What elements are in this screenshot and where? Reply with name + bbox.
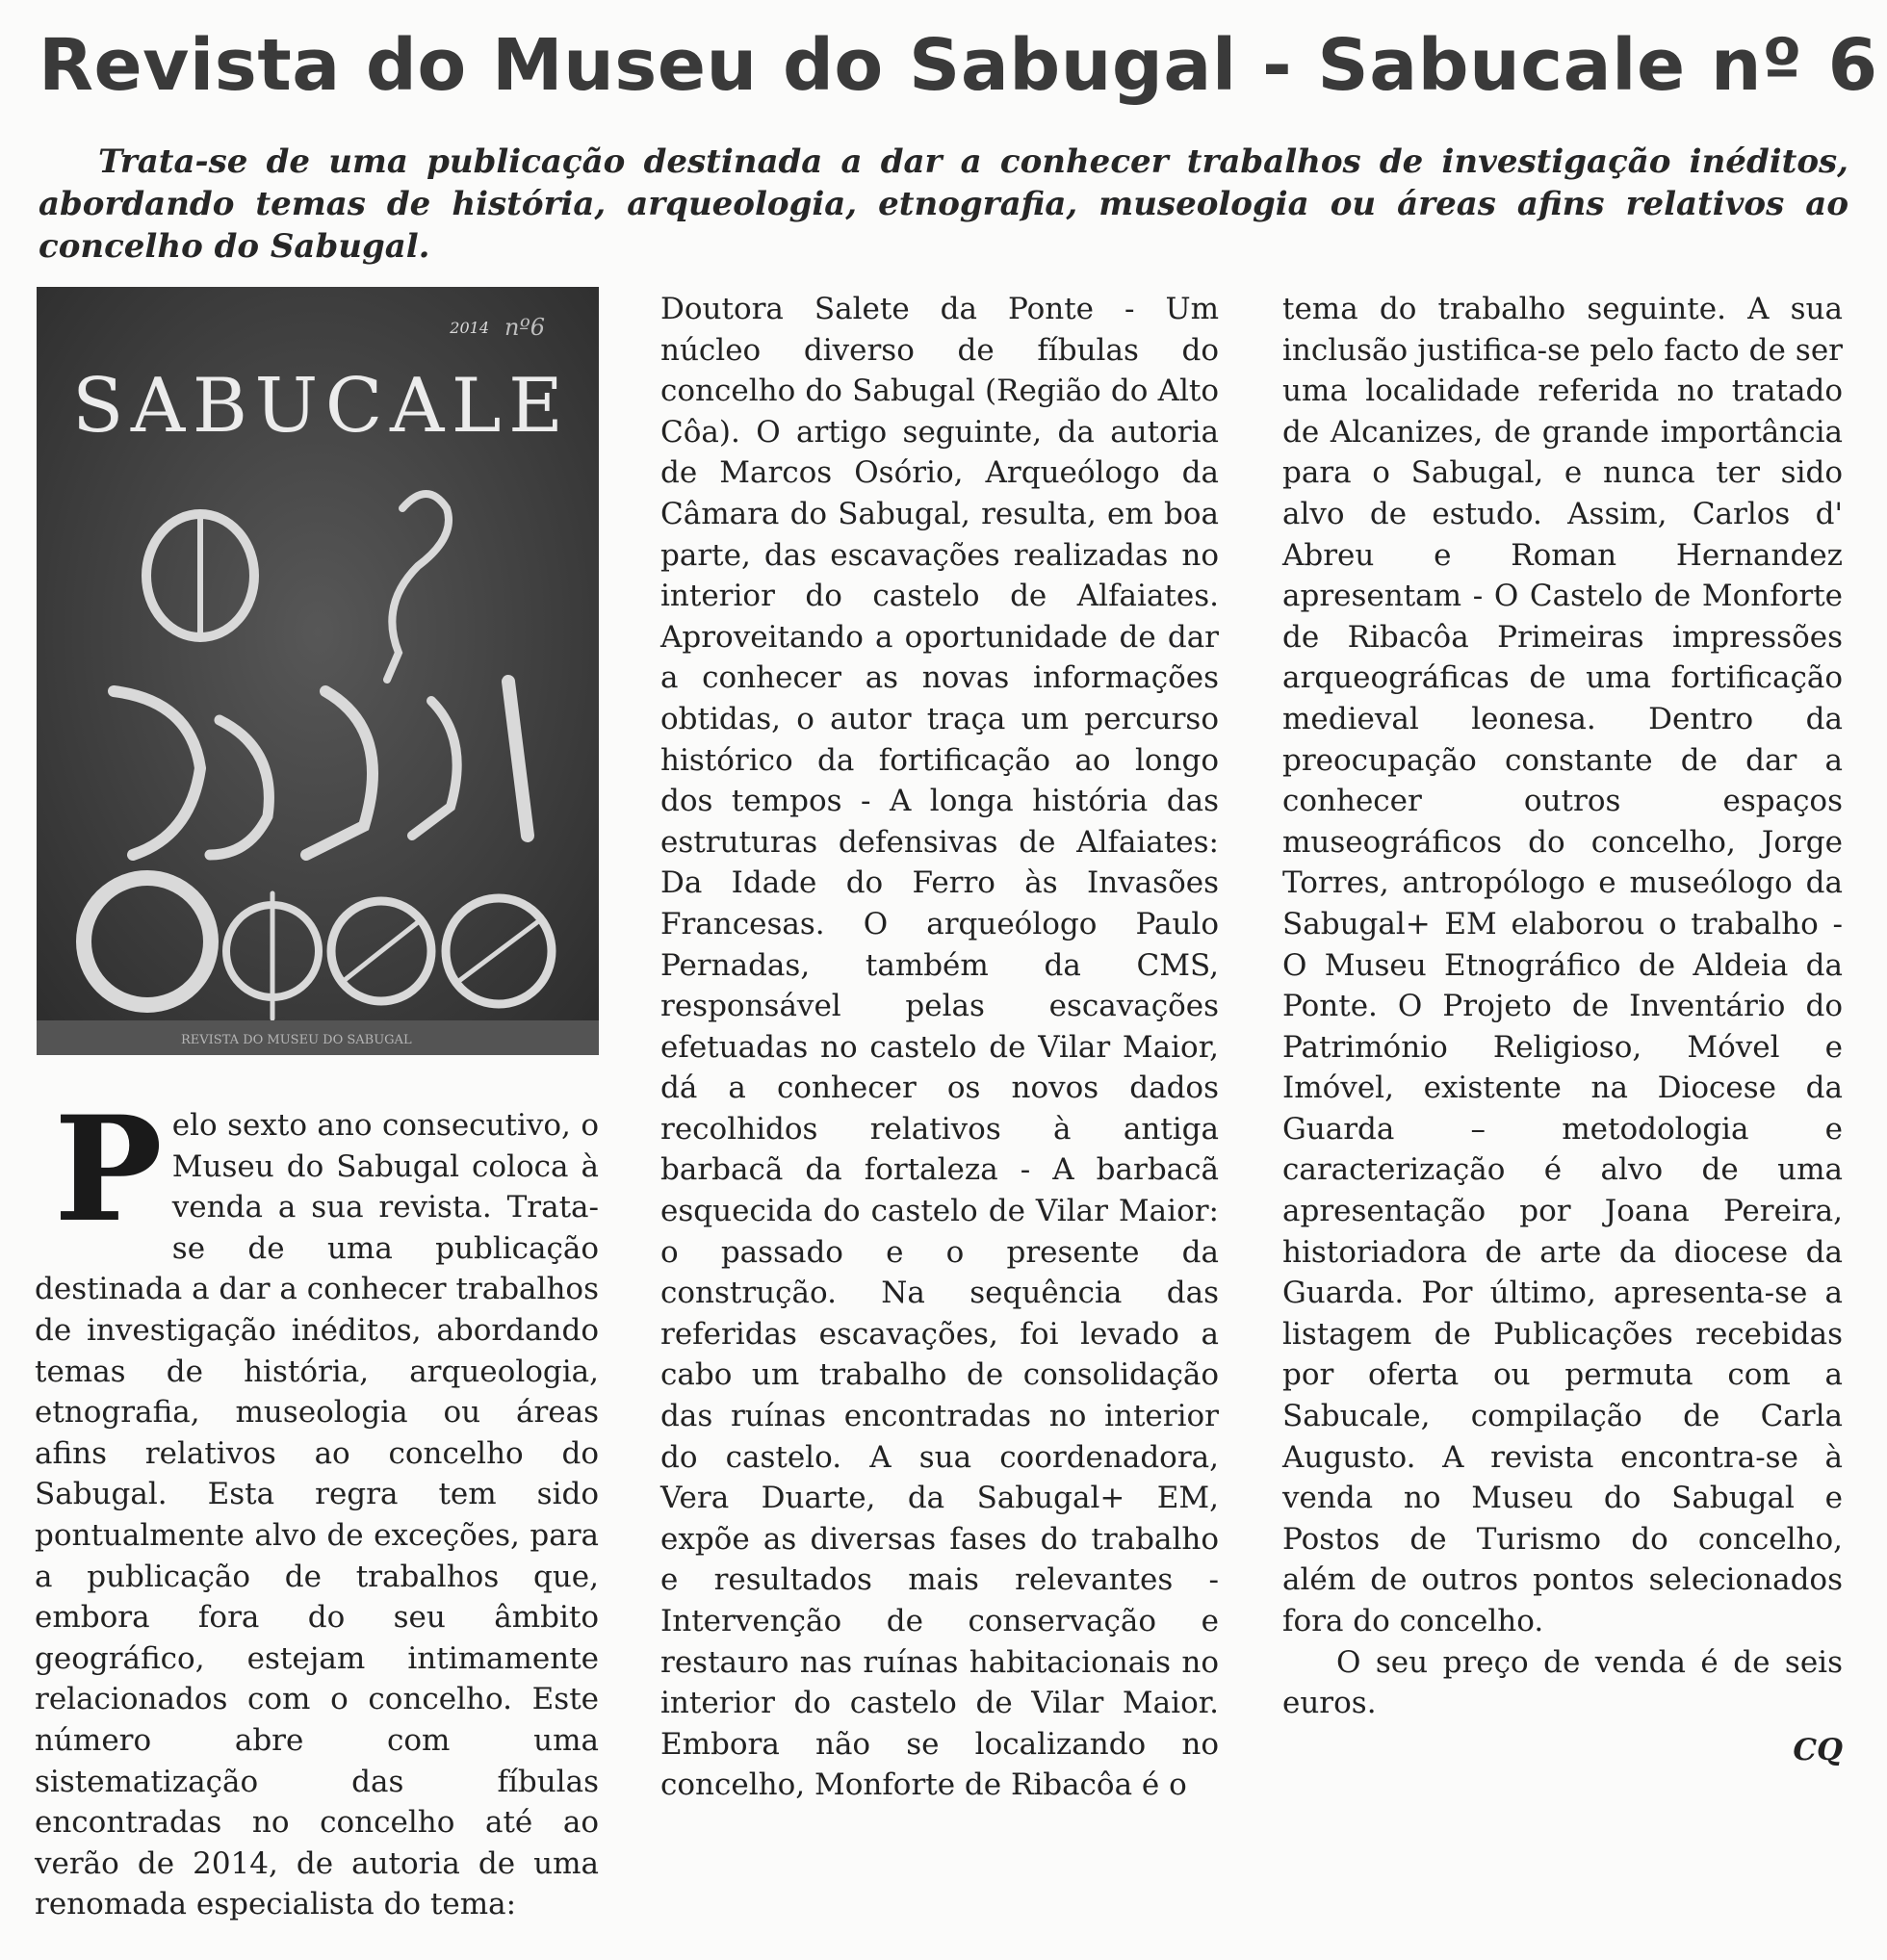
article-paragraph-1: elo sexto ano consecutivo, o Museu do Sabugal coloca à venda a sua revista. Trata-se de uma publicação destinada a dar a conhecer trabalhos de investigação inéditos, abordando temas de história, arqueologia, etnografia, museologia ou áreas afins relativos ao concelho do Sabugal. Esta regra tem sido pontualmente alvo de exceções, para a publicação de trabalhos que, embora fora do seu âmbito geográfico, estejam intimamente relacionados com o concelho. Este número abre com uma sistematização das fíbulas encontradas no concelho até ao verão de 2014, de autoria de uma renomada especialista do tema: xyxy=(35,1108,599,1922)
article-column-3 xyxy=(1282,289,1843,1770)
article-paragraph-3: tema do trabalho seguinte. A sua inclusão justifica-se pelo facto de ser uma localidade referida no tratado de Alcanizes, de grande importância para o Sabugal, e nunca ter sido alvo de estudo. Assim, Carlos d' Abreu e Roman Hernandez apresentam - O Castelo de Monforte de Ribacôa Primeiras impressões arqueográficas de uma fortificação medieval leonesa. Dentro da preocupação constante de dar a conhecer outros espaços museográficos do concelho, Jorge Torres, antropólogo e museólogo da Sabugal+ EM elaborou o trabalho - O Museu Etnográfico de Aldeia da Ponte. O Projeto de Inventário do Património Religioso, Móvel e Imóvel, existente na Diocese da Guarda – metodologia e caracterização é alvo de uma apresentação por Joana Pereira, historiadora de arte da diocese da Guarda. Por último, apresenta-se a listagem de Publicações recebidas por oferta ou permuta com a Sabucale, compilação de Carla Augusto. A revista encontra-se à venda no Museu do Sabugal e Postos de Turismo do concelho, além de outros pontos selecionados fora do concelho. xyxy=(1282,292,1843,1638)
dropcap-letter: P xyxy=(54,1085,163,1254)
cover-issue: nº6 xyxy=(504,314,545,341)
magazine-cover-image xyxy=(37,287,599,1055)
author-signature: CQ xyxy=(1793,1732,1843,1767)
cover-footer-text: REVISTA DO MUSEU DO SABUGAL xyxy=(181,1033,412,1047)
article-lead: Trata-se de uma publicação destinada a dar a conhecer trabalhos de investigação inéditos, abordando temas de história, arqueologia, etnografia, museologia ou áreas afins relativos ao concelho do Sabugal. xyxy=(39,142,1848,266)
article-paragraph-2: Doutora Salete da Ponte - Um núcleo diverso de fíbulas do concelho do Sabugal (Região do Alto Côa). O artigo seguinte, da autoria de Marcos Osório, Arqueólogo da Câmara do Sabugal, resulta, em boa parte, das escavações realizadas no interior do castelo de Alfaiates. Aproveitando a oportunidade de dar a conhecer as novas informações obtidas, o autor traça um percurso histórico da fortificação ao longo dos tempos - A longa história das estruturas defensivas de Alfaiates: Da Idade do Ferro às Invasões Francesas. O arqueólogo Paulo Pernadas, também da CMS, responsável pelas escavações efetuadas no castelo de Vilar Maior, dá a conhecer os novos dados recolhidos relativos à antiga barbacã da fortaleza - A barbacã esquecida do castelo de Vilar Maior: o passado e o presente da construção. Na sequência das referidas escavações, foi levado a cabo um trabalho de consolidação das ruínas encontradas no interior do castelo. A sua coordenadora, Vera Duarte, da Sabugal+ EM, expõe as diversas fases do trabalho e resultados mais relevantes - Intervenção de conservação e restauro nas ruínas habitacionais no interior do castelo de Vilar Maior. Embora não se localizando no concelho, Monforte de Ribacôa é o xyxy=(660,292,1219,1803)
article-paragraph-price: O seu preço de venda é de seis euros. xyxy=(1282,1644,1843,1721)
cover-title: SABUCALE xyxy=(72,363,563,450)
article-column-2 xyxy=(660,289,1219,1806)
cover-year: 2014 xyxy=(450,319,489,337)
article-title: Revista do Museu do Sabugal - Sabucale nº 6 xyxy=(39,24,1878,107)
article-column-1 xyxy=(35,1085,599,1925)
